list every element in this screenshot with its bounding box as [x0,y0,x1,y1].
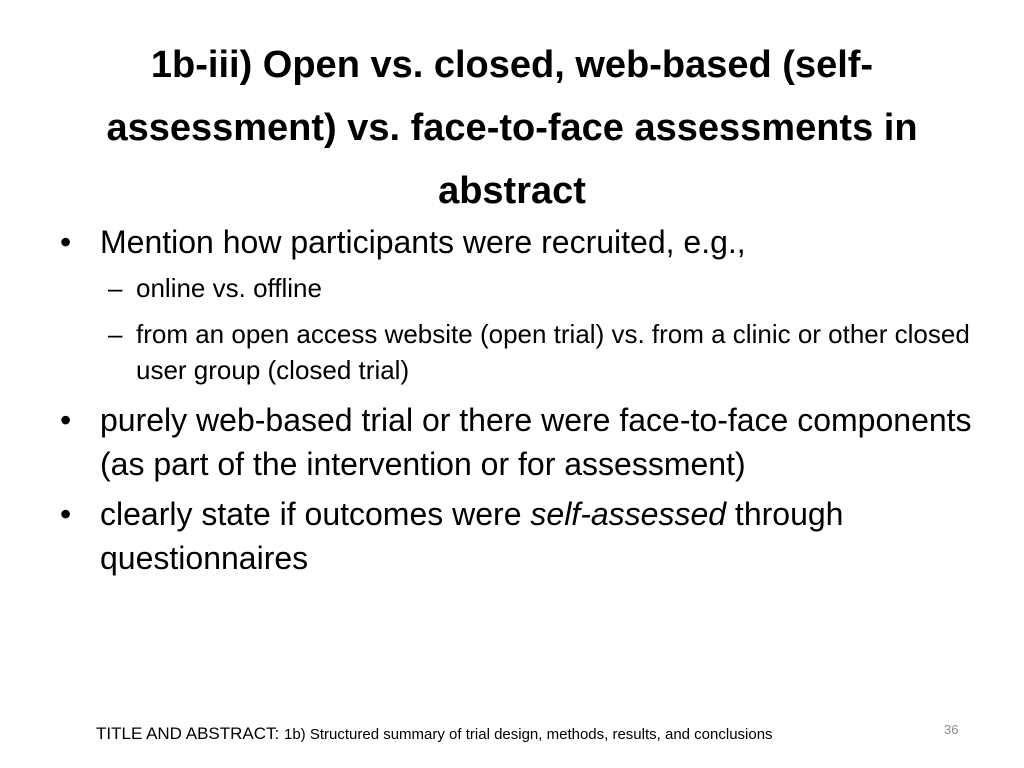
bullet-text: purely web-based trial or there were face-to-face components (as part of the intervention or for assessment) [100,402,972,482]
bullet-list [60,220,980,586]
slide-title [40,34,984,223]
footer [96,722,773,747]
bullet-marker: • [60,402,72,438]
bullet-text-after: through questionnaires [100,496,844,576]
footer-text: 1b) Structured summary of trial design, methods, results, and conclusions [284,726,773,743]
sub-bullet-open-closed-trial [108,316,980,388]
footer-label: TITLE AND ABSTRACT: [96,724,284,743]
bullet-text: Mention how participants were recruited, e.g., [100,224,746,260]
dash-marker: – [108,273,123,303]
sub-bullet-text: online vs. offline [136,273,322,303]
title-line-1: 1b-iii) Open vs. closed, web-based (self- [150,44,874,86]
bullet-marker: • [60,496,72,532]
bullet-item-web-based [60,398,980,486]
bullet-marker: • [60,224,72,260]
bullet-text-before: clearly state if outcomes were [100,496,531,532]
sub-bullet-online-offline [108,270,980,306]
slide-number: 36 [944,722,959,737]
emphasis-text: self-assessed [530,496,727,532]
sub-bullet-text: from an open access website (open trial) vs. from a clinic or other closed user group (closed trial) [136,319,970,385]
title-line-2: assessment) vs. face-to-face assessments in [106,107,918,149]
sub-bullet-list [60,270,980,388]
dash-marker: – [108,319,123,349]
bullet-item-self-assessed [60,492,980,580]
title-line-3: abstract [438,170,586,212]
bullet-item-recruitment [60,220,980,264]
